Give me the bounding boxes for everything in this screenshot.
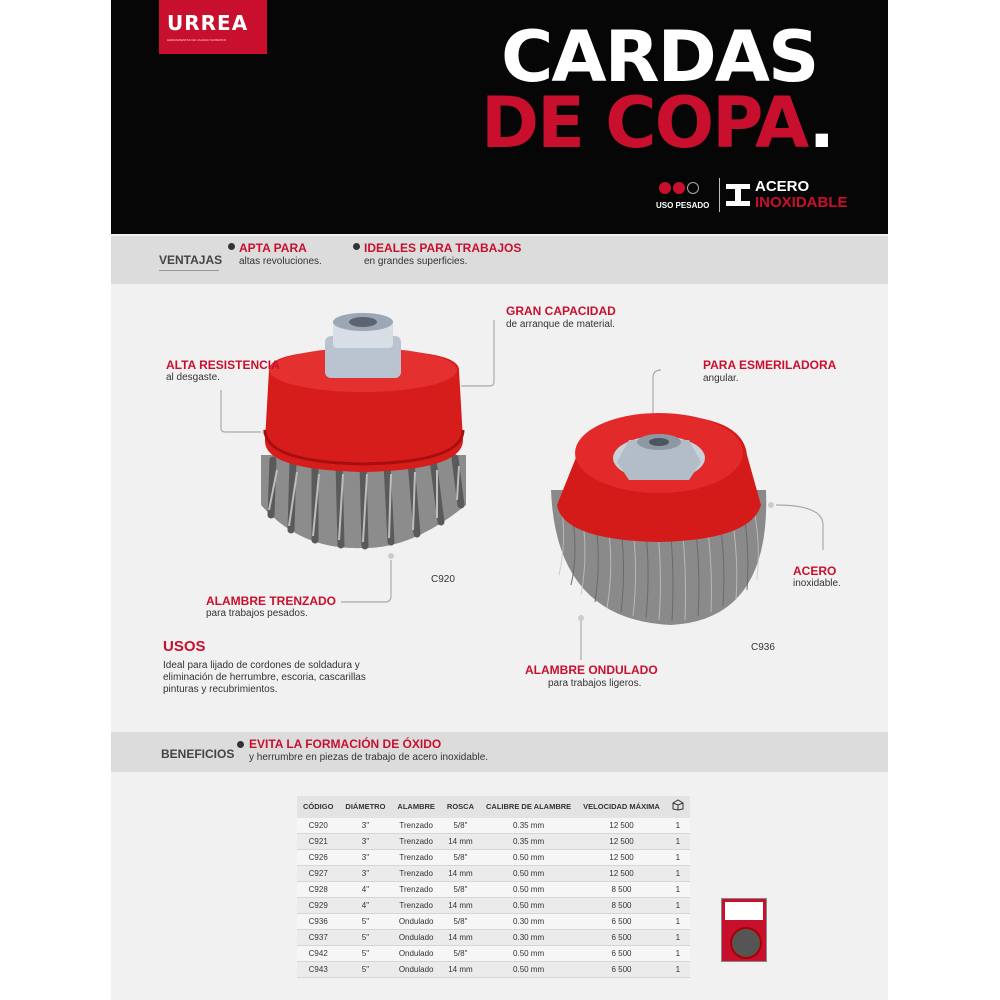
title-line-2-text: DE COPA (481, 82, 809, 164)
table-cell: 0.50 mm (480, 962, 577, 978)
col-calibre: CALIBRE DE ALAMBRE (480, 796, 577, 818)
table-cell: 14 mm (441, 834, 480, 850)
table-cell: 6 500 (577, 946, 666, 962)
table-cell: Ondulado (391, 962, 441, 978)
spec-table (297, 796, 690, 978)
table-cell: 0.50 mm (480, 850, 577, 866)
table-cell: C943 (297, 962, 339, 978)
table-cell: 8 500 (577, 898, 666, 914)
table-cell: 5" (339, 962, 391, 978)
material-line-1: ACERO (755, 178, 810, 195)
table-cell: 1 (666, 834, 690, 850)
table-cell: Ondulado (391, 946, 441, 962)
table-cell: 3" (339, 850, 391, 866)
table-cell: 5" (339, 914, 391, 930)
table-cell: 5/8" (441, 818, 480, 834)
title-line-2 (481, 82, 834, 164)
title-dot: . (808, 82, 834, 164)
col-alambre: ALAMBRE (391, 796, 441, 818)
table-cell: 0.35 mm (480, 818, 577, 834)
table-row (297, 850, 690, 866)
table-cell: 1 (666, 898, 690, 914)
table-cell: C927 (297, 866, 339, 882)
col-rosca: ROSCA (441, 796, 480, 818)
product-code-c920: C920 (431, 574, 455, 585)
beneficio-desc: y herrumbre en piezas de trabajo de acero inoxidable. (249, 752, 489, 763)
table-cell: 3" (339, 834, 391, 850)
callout-gran-capacidad-desc: de arranque de material. (506, 319, 615, 330)
table-cell: 14 mm (441, 930, 480, 946)
table-cell: 1 (666, 946, 690, 962)
beneficio-title: EVITA LA FORMACIÓN DE ÓXIDO (249, 737, 442, 751)
table-cell: 12 500 (577, 834, 666, 850)
table-row (297, 962, 690, 978)
ventaja-1-desc: altas revoluciones. (239, 256, 322, 267)
table-cell: C921 (297, 834, 339, 850)
table-cell: 5" (339, 946, 391, 962)
table-cell: 5/8" (441, 882, 480, 898)
usos-title: USOS (163, 638, 206, 655)
table-cell: 0.35 mm (480, 834, 577, 850)
table-cell: 14 mm (441, 866, 480, 882)
callout-alta-resistencia-title: ALTA RESISTENCIA (166, 358, 280, 372)
table-cell: 14 mm (441, 962, 480, 978)
table-cell: 4" (339, 898, 391, 914)
table-row (297, 930, 690, 946)
table-cell: Trenzado (391, 882, 441, 898)
callout-acero-desc: inoxidable. (793, 578, 841, 589)
table-cell: 6 500 (577, 914, 666, 930)
callout-alambre-trenzado-title: ALAMBRE TRENZADO (206, 594, 336, 608)
heavy-use-gauge-icon (659, 181, 709, 195)
col-codigo: CÓDIGO (297, 796, 339, 818)
table-cell: 8 500 (577, 882, 666, 898)
table-cell: Trenzado (391, 818, 441, 834)
ventaja-2-desc: en grandes superficies. (364, 256, 468, 267)
table-cell: C936 (297, 914, 339, 930)
table-cell: 12 500 (577, 866, 666, 882)
table-cell: 1 (666, 850, 690, 866)
bullet-icon (353, 243, 360, 250)
table-cell: 1 (666, 930, 690, 946)
bullet-icon (237, 741, 244, 748)
table-cell: 3" (339, 866, 391, 882)
table-row (297, 866, 690, 882)
table-row (297, 834, 690, 850)
table-cell: C929 (297, 898, 339, 914)
box-icon (666, 796, 690, 818)
brand-logo-text: URREA (167, 11, 249, 35)
brand-logo (159, 0, 267, 54)
table-cell: 1 (666, 882, 690, 898)
table-row (297, 914, 690, 930)
table-cell: C937 (297, 930, 339, 946)
spec-table-header (297, 796, 690, 818)
title-line-1: CARDAS (501, 16, 818, 98)
callout-alta-resistencia-desc: al desgaste. (166, 372, 220, 383)
product-package-image (721, 898, 767, 962)
callout-alambre-ondulado-desc: para trabajos ligeros. (548, 678, 642, 689)
callout-gran-capacidad-title: GRAN CAPACIDAD (506, 304, 616, 318)
i-beam-icon (725, 182, 751, 208)
table-cell: 0.50 mm (480, 946, 577, 962)
ventajas-label: VENTAJAS (159, 253, 223, 267)
table-row (297, 946, 690, 962)
table-cell: 5/8" (441, 850, 480, 866)
callout-esmeriladora-title: PARA ESMERILADORA (703, 358, 837, 372)
table-row (297, 898, 690, 914)
cup-brush-c920 (261, 313, 466, 548)
beneficios-label: BENEFICIOS (161, 747, 235, 761)
table-cell: 0.50 mm (480, 898, 577, 914)
bullet-icon (228, 243, 235, 250)
table-row (297, 882, 690, 898)
divider (719, 178, 720, 212)
callout-esmeriladora-desc: angular. (703, 373, 739, 384)
cup-brush-c936 (551, 413, 766, 625)
table-cell: 1 (666, 818, 690, 834)
material-line-2: INOXIDABLE (755, 194, 848, 211)
table-cell: 6 500 (577, 962, 666, 978)
table-cell: 14 mm (441, 898, 480, 914)
table-cell: 5/8" (441, 946, 480, 962)
table-cell: 0.50 mm (480, 882, 577, 898)
table-cell: 0.50 mm (480, 866, 577, 882)
brand-tagline: HERRAMIENTAS DE CALIDAD SUPERIOR (167, 38, 226, 42)
table-cell: 12 500 (577, 818, 666, 834)
table-cell: Trenzado (391, 834, 441, 850)
ventajas-underline (159, 270, 219, 271)
uso-label: USO PESADO (656, 201, 710, 210)
table-cell: 6 500 (577, 930, 666, 946)
table-cell: 1 (666, 962, 690, 978)
col-velocidad: VELOCIDAD MÁXIMA (577, 796, 666, 818)
table-cell: Trenzado (391, 850, 441, 866)
table-cell: Ondulado (391, 930, 441, 946)
table-cell: 1 (666, 914, 690, 930)
table-cell: C928 (297, 882, 339, 898)
table-cell: Trenzado (391, 866, 441, 882)
table-cell: 5" (339, 930, 391, 946)
header (111, 0, 888, 234)
callout-alambre-ondulado-title: ALAMBRE ONDULADO (525, 663, 658, 677)
ventaja-1-title: APTA PARA (239, 241, 307, 255)
table-cell: Trenzado (391, 898, 441, 914)
table-row (297, 818, 690, 834)
usos-text: Ideal para lijado de cordones de soldadura y eliminación de herrumbre, escoria, cascarillas pinturas y recubrimientos. (163, 660, 366, 695)
table-cell: 0.30 mm (480, 914, 577, 930)
table-cell: 1 (666, 866, 690, 882)
table-cell: 0.30 mm (480, 930, 577, 946)
table-cell: 4" (339, 882, 391, 898)
table-cell: 12 500 (577, 850, 666, 866)
product-code-c936: C936 (751, 642, 775, 653)
table-cell: Ondulado (391, 914, 441, 930)
col-diametro: DIÁMETRO (339, 796, 391, 818)
table-cell: C926 (297, 850, 339, 866)
table-cell: C920 (297, 818, 339, 834)
callout-acero-title: ACERO (793, 564, 837, 578)
table-cell: C942 (297, 946, 339, 962)
callout-alambre-trenzado-desc: para trabajos pesados. (206, 608, 308, 619)
catalog-sheet (111, 0, 888, 1000)
table-cell: 3" (339, 818, 391, 834)
ventaja-2-title: IDEALES PARA TRABAJOS (364, 241, 522, 255)
table-cell: 5/8" (441, 914, 480, 930)
